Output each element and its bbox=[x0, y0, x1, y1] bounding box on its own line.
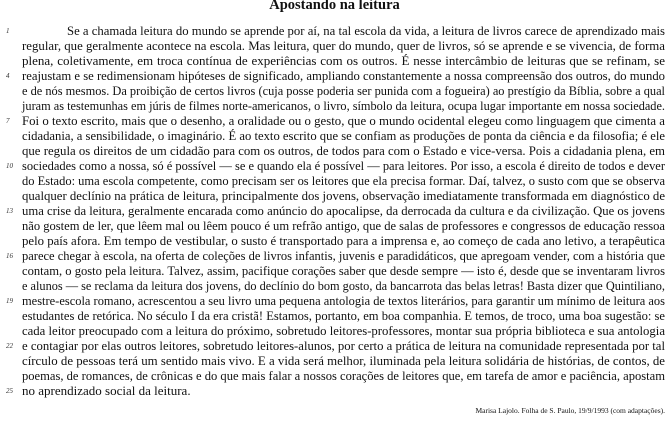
line-number: 7 bbox=[6, 117, 10, 125]
text-line: regular, que geralmente acontece na escola. Mas leitura, quer do mundo, quer de livros, só se aprende e se vivencia, de forma bbox=[22, 38, 665, 53]
text-line: qualquer declínio na prática de leitura, principalmente dos jovens, observação imediatamente transformada em diagnóstico de bbox=[22, 188, 665, 203]
line-number: 13 bbox=[6, 207, 13, 215]
text-line: que regula os direitos de um cidadão para com os outros, de todos para com o Estado e vice-versa. Pois a cidadania plena, em bbox=[22, 143, 665, 158]
text-line: plena, coletivamente, em troca contínua de experiências com os outros. É nesse intercâmbio de leituras que se refinam, se bbox=[22, 53, 665, 68]
text-line: 16 parece chegar à escola, na oferta de coleções de livros infantis, juvenis e paradidáticos, que apregoam vender, com a história que bbox=[6, 248, 665, 263]
line-number: 1 bbox=[6, 27, 10, 35]
text-line: juram as testemunhas em júris de filmes norte-americanos, o livro, símbolo da leitura, ocupa lugar importante em nossa sociedade. bbox=[22, 98, 665, 113]
text-line: estudantes de retórica. No século I da era cristã! Estamos, portanto, em boa companhia. E temos, de troco, uma boa sugestão: se bbox=[22, 308, 665, 323]
article-body bbox=[6, 23, 665, 398]
text-line: 1 Se a chamada leitura do mundo se aprende por aí, na tal escola da vida, a leitura de livros carece de aprendizado mais bbox=[6, 23, 665, 38]
document-title: Apostando na leitura bbox=[269, 0, 400, 13]
text-line: 13 uma crise da leitura, geralmente encarada como anúncio do apocalipse, da derrocada da cultura e da civilização. Que os jovens bbox=[6, 203, 665, 218]
text-line: 4 reajustam e se redimensionam hipóteses de significado, ampliando constantemente a nossa compreensão dos outros, do mundo bbox=[6, 68, 665, 83]
line-number: 10 bbox=[6, 162, 13, 170]
text-line: e de nós mesmos. Da proibição de certos livros (cuja posse poderia ser punida com a fogueira) ao prestígio da Bíblia, sobre a qual bbox=[22, 83, 665, 98]
text-line: 10 sociedades como a nossa, só é possível — se e quando ela é possível — para leitores. Por isso, a escola é direito de todos e dever bbox=[6, 158, 665, 173]
text-line: não gostem de ler, que lêem mal ou lêem pouco é um refrão antigo, que de salas de professores e congressos de educação ressoa bbox=[22, 218, 665, 233]
text-line: cidadania, a sensibilidade, o imaginário. É ao texto escrito que se confiam as produções de ponta da ciência e da filosofia; é ele bbox=[22, 128, 665, 143]
text-line: 25 no aprendizado social da leitura. bbox=[6, 383, 191, 398]
text-line: do Estado: uma escola competente, como precisam ser os leitores que ela precisa formar. Daí, talvez, o susto com que se observa bbox=[22, 173, 665, 188]
line-number: 19 bbox=[6, 297, 13, 305]
line-number: 22 bbox=[6, 342, 13, 350]
line-number: 16 bbox=[6, 252, 13, 260]
text-line: cada leitor preocupado com a leitura do próximo, sobretudo leitores-professores, montar sua própria biblioteca e sua antologia bbox=[22, 323, 665, 338]
line-number: 4 bbox=[6, 72, 10, 80]
text-line: e alunos — se reclama da leitura dos jovens, do declínio do bom gosto, da bancarrota das belas letras! Basta dizer que Quintiliano, bbox=[22, 278, 665, 293]
text-line: pelo país afora. Em tempo de vestibular, o susto é transportado para a imprensa e, ao começo de cada ano letivo, a terapêutica bbox=[22, 233, 665, 248]
text-line: 19 mestre-escola romano, acrescentou a seu livro uma pequena antologia de textos literários, para garantir um mínimo de leitura aos bbox=[6, 293, 665, 308]
text-line: contam, o gosto pela leitura. Talvez, assim, pacifique corações saber que desde sempre — isto é, desde que se inventaram livros bbox=[22, 263, 665, 278]
source-citation: Marisa Lajolo. Folha de S. Paulo, 19/9/1993 (com adaptações). bbox=[475, 406, 665, 415]
line-number: 25 bbox=[6, 387, 13, 395]
text-line: poemas, de romances, de crônicas e do que mais falar a nossos corações de leitores que, em tarefa de amor e paciência, apostam bbox=[22, 368, 665, 383]
text-line: 7 Foi o texto escrito, mais que o desenho, a oralidade ou o gesto, que o mundo ocidental elegeu como linguagem que cimenta a bbox=[6, 113, 665, 128]
text-line: círculo de pessoas terá um sentido mais vivo. E a vida será melhor, iluminada pela leitura solidária de histórias, de contos, de bbox=[22, 353, 665, 368]
text-line: 22 e contagiar por elas outros leitores, sobretudo leitores-alunos, por certo a prática de leitura na comunidade representada por tal bbox=[6, 338, 665, 353]
